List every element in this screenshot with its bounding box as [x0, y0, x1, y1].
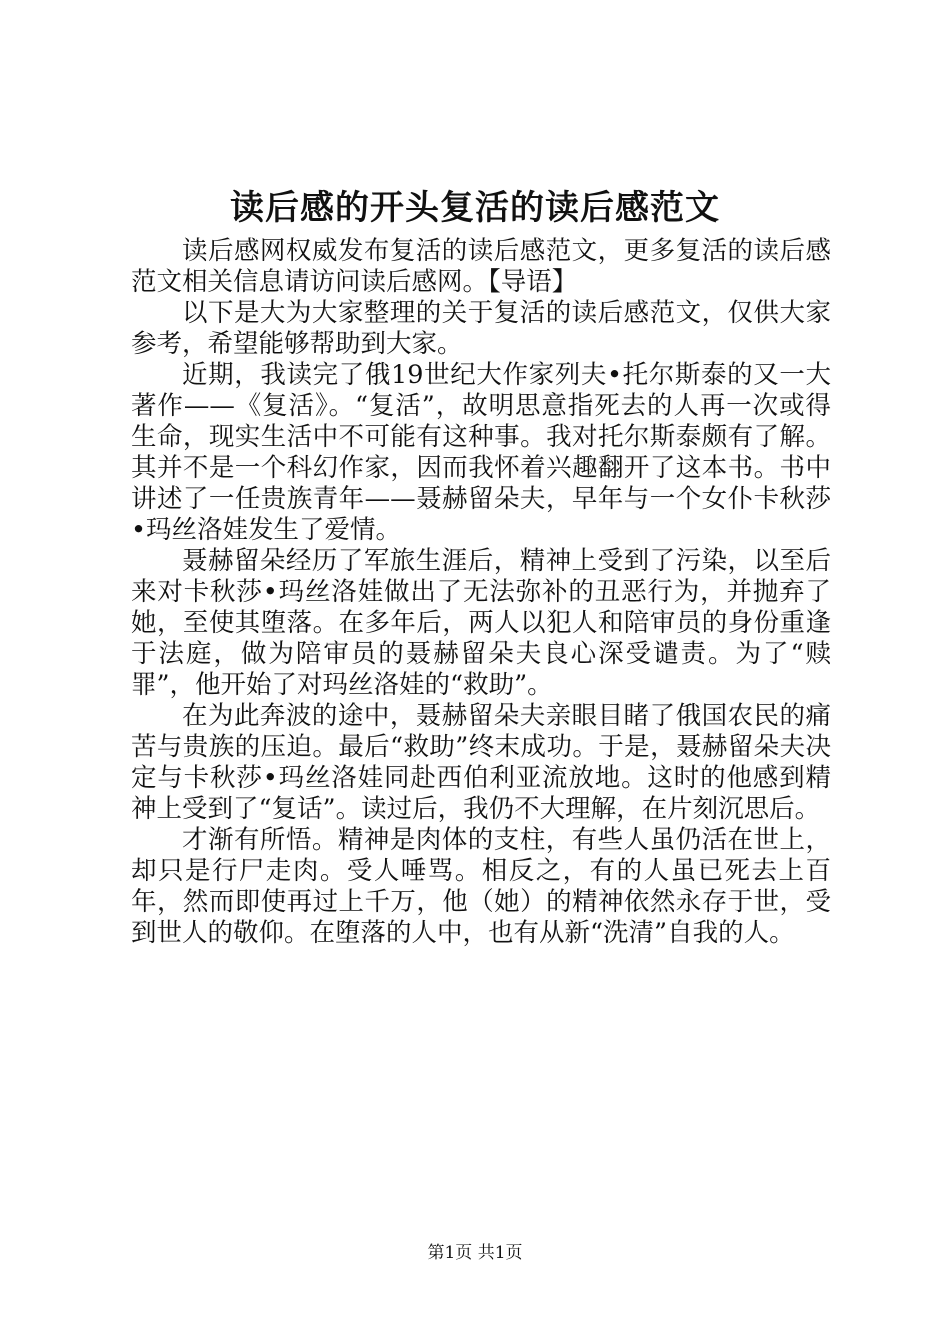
paragraph-1: 近期，我读完了俄19世纪大作家列夫•托尔斯泰的又一大著作——《复活》。“复活”，故明思意指死去的人再一次或得生命，现实生活中不可能有这种事。我对托尔斯泰颇有了解。其并不是一个科幻作家，因而我怀着兴趣翻开了这本书。书中讲述了一任贵族青年——聂赫留朵夫，早年与一个女仆卡秋莎•玛丝洛娃发生了爱情。 — [131, 360, 831, 545]
page-footer: 第1页 共1页 — [427, 1243, 523, 1263]
paragraph-2: 聂赫留朵经历了军旅生涯后，精神上受到了污染，以至后来对卡秋莎•玛丝洛娃做出了无法弥补的丑恶行为，并抛弃了她，至使其堕落。在多年后，两人以犯人和陪审员的身份重逢于法庭，做为陪审员的聂赫留朵夫良心深受谴责。为了“赎罪”，他开始了对玛丝洛娃的“救助”。 — [131, 546, 831, 700]
document-body — [131, 236, 831, 949]
paragraph-3: 在为此奔波的途中，聂赫留朵夫亲眼目睹了俄国农民的痛苦与贵族的压迫。最后“救助”终末成功。于是，聂赫留朵夫决定与卡秋莎•玛丝洛娃同赴西伯利亚流放地。这时的他感到精神上受到了“复话”。读过后，我仍不大理解，在片刻沉思后。 — [131, 701, 831, 824]
paragraph-4: 才渐有所悟。精神是肉体的支柱，有些人虽仍活在世上，却只是行尸走肉。受人唾骂。相反之，有的人虽已死去上百年，然而即使再过上千万，他（她）的精神依然永存于世，受到世人的敬仰。在堕落的人中，也有从新“洗清”自我的人。 — [131, 825, 831, 948]
document-title: 读后感的开头复活的读后感范文 — [230, 188, 720, 228]
paragraph-preface: 以下是大为大家整理的关于复活的读后感范文，仅供大家参考，希望能够帮助到大家。 — [131, 298, 831, 359]
paragraph-intro: 读后感网权威发布复活的读后感范文，更多复活的读后感范文相关信息请访问读后感网。【导语】 — [131, 236, 831, 297]
